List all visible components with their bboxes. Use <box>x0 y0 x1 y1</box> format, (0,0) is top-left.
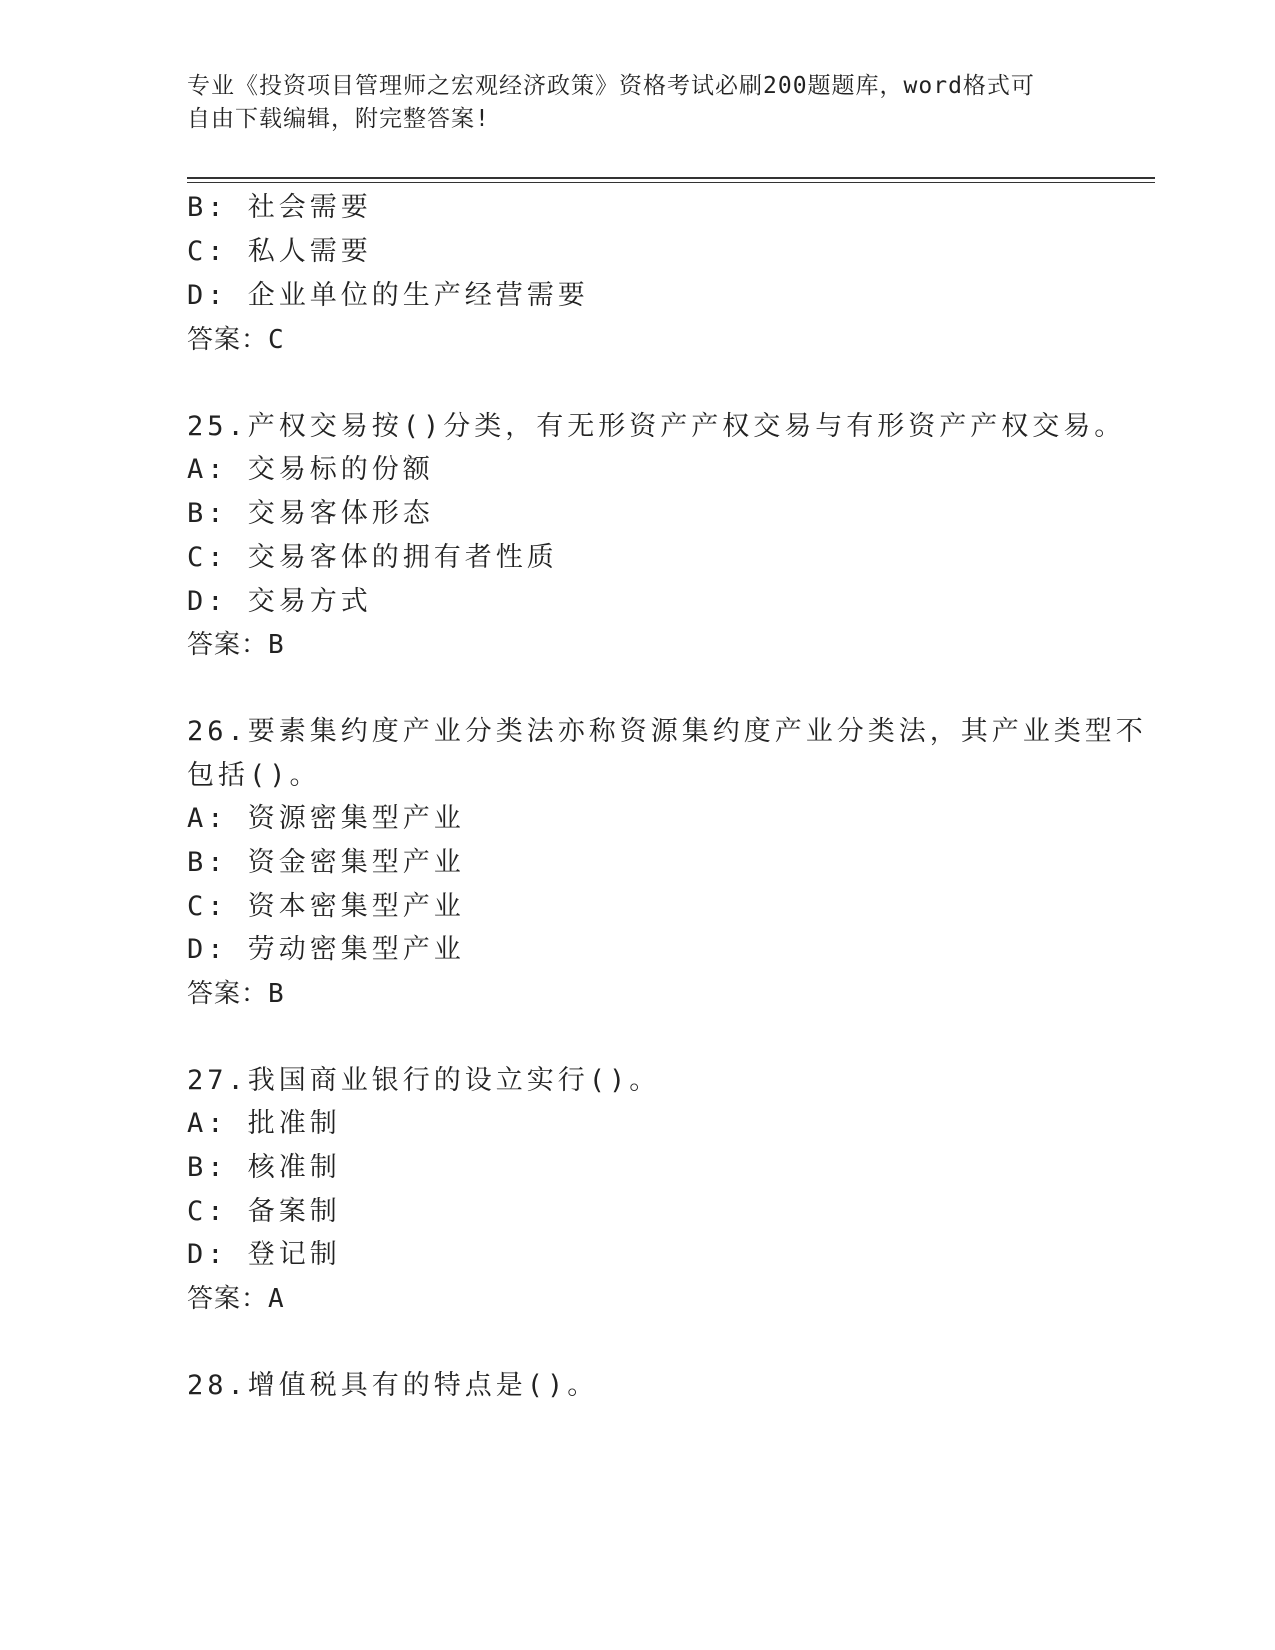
q27-option-a: A: 批准制 <box>187 1108 341 1139</box>
q25-answer: 答案：B <box>187 630 285 660</box>
q26-option-a: A: 资源密集型产业 <box>187 803 465 834</box>
q26-stem-line-2: 包括()。 <box>187 760 321 791</box>
q26-stem-line-1: 26.要素集约度产业分类法亦称资源集约度产业分类法，其产业类型不 <box>187 716 1147 747</box>
q25-option-d: D: 交易方式 <box>187 586 372 617</box>
q25-stem: 25.产权交易按()分类，有无形资产产权交易与有形资产产权交易。 <box>187 411 1126 442</box>
q27-stem: 27.我国商业银行的设立实行()。 <box>187 1065 661 1096</box>
header-line-1: 专业《投资项目管理师之宏观经济政策》资格考试必刷200题题库，word格式可 <box>187 73 1035 99</box>
q25-option-b: B: 交易客体形态 <box>187 498 434 529</box>
q26-option-b: B: 资金密集型产业 <box>187 847 465 878</box>
q24-option-d: D: 企业单位的生产经营需要 <box>187 280 589 311</box>
q27-option-b: B: 核准制 <box>187 1152 341 1183</box>
q27-option-d: D: 登记制 <box>187 1239 341 1270</box>
q27-answer: 答案：A <box>187 1284 285 1314</box>
q27-option-c: C: 备案制 <box>187 1196 341 1227</box>
q25-option-a: A: 交易标的份额 <box>187 454 434 485</box>
q26-option-d: D: 劳动密集型产业 <box>187 934 465 965</box>
document-header <box>187 70 1067 136</box>
header-divider <box>187 177 1155 183</box>
q24-option-c: C: 私人需要 <box>187 236 372 267</box>
q26-answer: 答案：B <box>187 979 285 1009</box>
q26-option-c: C: 资本密集型产业 <box>187 891 465 922</box>
q24-answer: 答案：C <box>187 325 285 355</box>
header-line-2: 自由下载编辑，附完整答案! <box>187 106 490 132</box>
q28-stem: 28.增值税具有的特点是()。 <box>187 1370 599 1401</box>
q25-option-c: C: 交易客体的拥有者性质 <box>187 542 558 573</box>
q24-option-b: B: 社会需要 <box>187 192 372 223</box>
